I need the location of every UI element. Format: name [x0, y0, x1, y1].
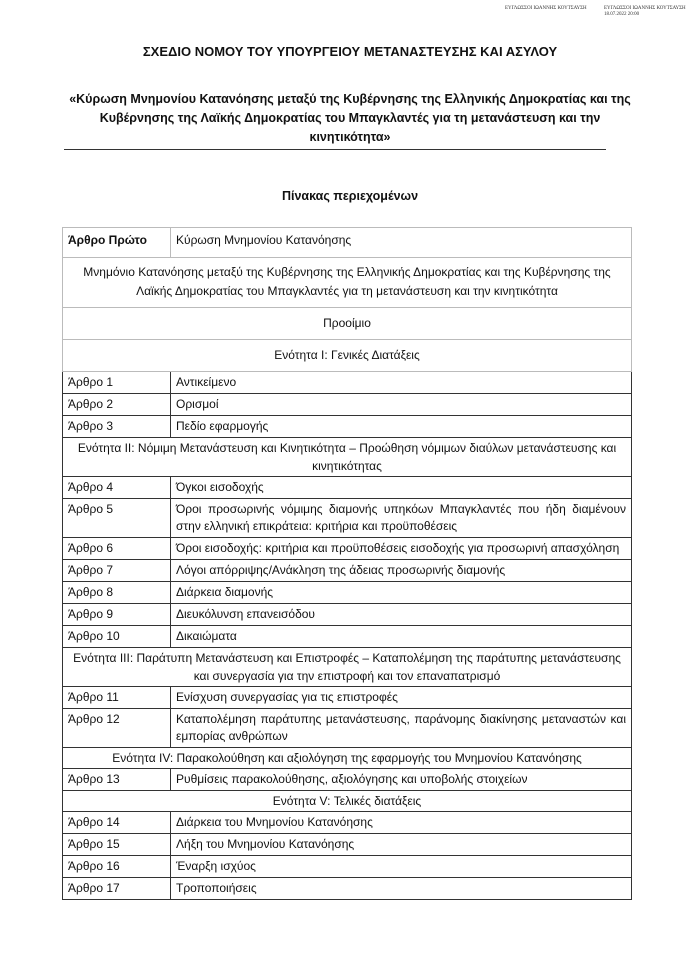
article-number: Άρθρο 15 [63, 834, 171, 856]
toc-heading: Πίνακας περιεχομένων [281, 189, 419, 203]
table-row [63, 538, 632, 560]
article-title: Πεδίο εφαρμογής [171, 416, 632, 438]
table-of-contents [62, 227, 632, 900]
toc-row-unit-3 [63, 648, 632, 687]
table-row [63, 604, 632, 626]
article-title: Αντικείμενο [171, 372, 632, 394]
article-title: Διευκόλυνση επανεισόδου [171, 604, 632, 626]
preamble-label: Προοίμιο [63, 308, 632, 340]
table-row [63, 878, 632, 900]
toc-row-first-article [63, 228, 632, 258]
article-number: Άρθρο 1 [63, 372, 171, 394]
article-number: Άρθρο 5 [63, 499, 171, 538]
toc-row-preamble [63, 308, 632, 340]
article-title: Λήξη του Μνημονίου Κατανόησης [171, 834, 632, 856]
signature-stamp-left: ΕΥΓΛΩΣΣΟΙ ΙΩΑΝΝΗΣ ΚΟΥΤΣΑΥΣΗ [505, 6, 587, 11]
article-title: Ορισμοί [171, 394, 632, 416]
unit-5-heading: Ενότητα V: Τελικές διατάξεις [63, 791, 632, 812]
table-row [63, 769, 632, 791]
unit-4-heading: Ενότητα IV: Παρακολούθηση και αξιολόγηση της εφαρμογής του Μνημονίου Κατανόησης [63, 748, 632, 769]
unit-2-heading: Ενότητα ΙΙ: Νόμιμη Μετανάστευση και Κινητικότητα – Προώθηση νόμιμων διαύλων μετανάστευσης και κινητικότητας [63, 438, 632, 477]
title-divider [64, 149, 606, 150]
article-number: Άρθρο 3 [63, 416, 171, 438]
article-title: Διάρκεια του Μνημονίου Κατανόησης [171, 812, 632, 834]
article-title: Ρυθμίσεις παρακολούθησης, αξιολόγησης και υποβολής στοιχείων [171, 769, 632, 791]
toc-row-unit-2 [63, 438, 632, 477]
article-number: Άρθρο 16 [63, 856, 171, 878]
article-title: Όροι προσωρινής νόμιμης διαμονής υπηκόων Μπαγκλαντές που ήδη διαμένουν στην ελληνική επικράτεια: κριτήρια και προϋποθέσεις [171, 499, 632, 538]
table-row [63, 626, 632, 648]
article-title: Ενίσχυση συνεργασίας για τις επιστροφές [171, 687, 632, 709]
article-title: Έναρξη ισχύος [171, 856, 632, 878]
table-row [63, 560, 632, 582]
document-subtitle: «Κύρωση Μνημονίου Κατανόησης μεταξύ της Κυβέρνησης της Ελληνικής Δημοκρατίας και της Κυβέρνησης της Λαϊκής Δημοκρατίας του Μπαγκλαντές για τη μετανάστευση και την κινητικότητα» [69, 92, 631, 144]
first-article-label: Άρθρο Πρώτο [63, 228, 171, 258]
table-row [63, 834, 632, 856]
first-article-title: Κύρωση Μνημονίου Κατανόησης [171, 228, 632, 258]
toc-row-unit-5 [63, 791, 632, 812]
table-row [63, 394, 632, 416]
table-row [63, 416, 632, 438]
table-row [63, 477, 632, 499]
article-number: Άρθρο 17 [63, 878, 171, 900]
article-number: Άρθρο 9 [63, 604, 171, 626]
article-number: Άρθρο 4 [63, 477, 171, 499]
article-number: Άρθρο 12 [63, 709, 171, 748]
article-title: Λόγοι απόρριψης/Ανάκληση της άδειας προσωρινής διαμονής [171, 560, 632, 582]
toc-row-unit-1 [63, 340, 632, 372]
signature-stamp-date: 18.07.2022 20:00 [604, 12, 640, 17]
article-number: Άρθρο 2 [63, 394, 171, 416]
table-row [63, 687, 632, 709]
table-row [63, 856, 632, 878]
table-row [63, 709, 632, 748]
article-title: Δικαιώματα [171, 626, 632, 648]
unit-3-heading: Ενότητα ΙΙΙ: Παράτυπη Μετανάστευση και Επιστροφές – Καταπολέμηση της παράτυπης μετανάστευσης και συνεργασία για την επιστροφή και τον επαναπατρισμό [63, 648, 632, 687]
article-number: Άρθρο 6 [63, 538, 171, 560]
signature-stamp-name: ΕΥΓΛΩΣΣΟΙ ΙΩΑΝΝΗΣ ΚΟΥΤΣΑΥΣΗ [604, 6, 686, 11]
table-row [63, 582, 632, 604]
article-title: Καταπολέμηση παράτυπης μετανάστευσης, παράνομης διακίνησης μεταναστών και εμπορίας ανθρώπων [171, 709, 632, 748]
article-number: Άρθρο 8 [63, 582, 171, 604]
article-title: Διάρκεια διαμονής [171, 582, 632, 604]
article-title: Όγκοι εισοδοχής [171, 477, 632, 499]
memorandum-title: Μνημόνιο Κατανόησης μεταξύ της Κυβέρνησης της Ελληνικής Δημοκρατίας και της Κυβέρνησης της Λαϊκής Δημοκρατίας του Μπαγκλαντές για τη μετανάστευση και την κινητικότητα [63, 258, 632, 308]
article-number: Άρθρο 13 [63, 769, 171, 791]
article-title: Όροι εισοδοχής: κριτήρια και προϋποθέσεις εισοδοχής για προσωρινή απασχόληση [171, 538, 632, 560]
document-title: ΣΧΕΔΙΟ ΝΟΜΟΥ ΤΟΥ ΥΠΟΥΡΓΕΙΟΥ ΜΕΤΑΝΑΣΤΕΥΣΗΣ ΚΑΙ ΑΣΥΛΟΥ [142, 44, 558, 59]
toc-row-memorandum [63, 258, 632, 308]
article-number: Άρθρο 14 [63, 812, 171, 834]
unit-1-heading: Ενότητα Ι: Γενικές Διατάξεις [63, 340, 632, 372]
article-number: Άρθρο 7 [63, 560, 171, 582]
table-row [63, 499, 632, 538]
signature-stamp-right [604, 6, 686, 18]
article-number: Άρθρο 10 [63, 626, 171, 648]
article-number: Άρθρο 11 [63, 687, 171, 709]
table-row [63, 372, 632, 394]
toc-row-unit-4 [63, 748, 632, 769]
article-title: Τροποποιήσεις [171, 878, 632, 900]
table-row [63, 812, 632, 834]
